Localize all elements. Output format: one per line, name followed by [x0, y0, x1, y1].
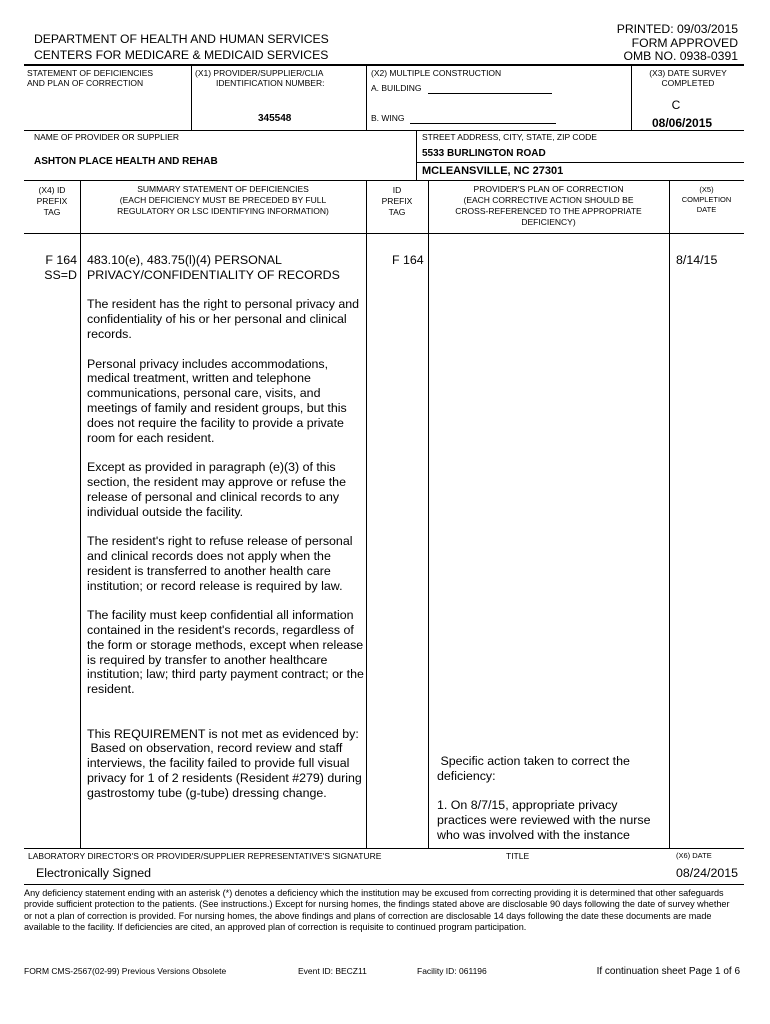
wing-blank — [410, 123, 556, 124]
signature-value: Electronically Signed — [36, 866, 152, 880]
col-divider-2 — [366, 180, 367, 848]
paragraph-3: Except as provided in paragraph (e)(3) of this section, the resident may approve or refuse the release of personal and clinical records to any individual outside the facility. — [87, 460, 346, 519]
id-header-1: ID — [392, 185, 402, 195]
building-label: A. BUILDING — [371, 83, 422, 93]
agency-line-1: DEPARTMENT OF HEALTH AND HUMAN SERVICES — [34, 32, 329, 46]
x1-label-2: IDENTIFICATION NUMBER: — [216, 78, 325, 88]
completion-date: 8/14/15 — [676, 253, 718, 267]
x5-header-2: COMPLETION — [681, 195, 732, 204]
provider-name-label: NAME OF PROVIDER OR SUPPLIER — [34, 132, 179, 142]
form-approved: FORM APPROVED — [631, 36, 738, 50]
plan-header-3: CROSS-REFERENCED TO THE APPROPRIATE — [455, 206, 642, 216]
city-state-zip: MCLEANSVILLE, NC 27301 — [422, 165, 564, 177]
x1-provider-number: 345548 — [258, 113, 292, 124]
x4-header-1: (X4) ID — [38, 185, 66, 195]
signature-label: LABORATORY DIRECTOR'S OR PROVIDER/SUPPLIER REPRESENTATIVE'S SIGNATURE — [28, 851, 382, 861]
signature-top-border — [24, 848, 744, 849]
signature-bottom-border — [24, 884, 744, 885]
x3-label-1: (X3) DATE SURVEY — [649, 68, 727, 78]
x6-date-label: (X6) DATE — [676, 851, 712, 860]
regulation-title-2: PRIVACY/CONFIDENTIALITY OF RECORDS — [87, 267, 340, 282]
agency-line-2: CENTERS FOR MEDICARE & MEDICAID SERVICES — [34, 48, 329, 62]
divider-x1 — [191, 64, 192, 130]
divider-address — [416, 130, 417, 180]
scope-severity: SS=D — [44, 268, 77, 282]
x5-header-3: DATE — [696, 205, 717, 214]
signature-date: 08/24/2015 — [676, 866, 739, 880]
summary-text — [87, 253, 365, 800]
row-divider-2 — [24, 180, 744, 181]
deficiency-tag: F 164 — [45, 253, 77, 267]
x4-header-2: PREFIX — [36, 196, 68, 206]
divider-x2 — [366, 64, 367, 130]
statement-label-2: AND PLAN OF CORRECTION — [27, 78, 144, 88]
facility-id: Facility ID: 061196 — [417, 966, 487, 976]
requirement-statement: This REQUIREMENT is not met as evidenced by: — [87, 726, 359, 741]
plan-heading: Specific action taken to correct the deficiency: — [437, 754, 634, 783]
title-label: TITLE — [506, 851, 530, 861]
provider-name: ASHTON PLACE HEALTH AND REHAB — [34, 156, 218, 167]
x3-label-2: COMPLETED — [661, 78, 715, 88]
statement-label-1: STATEMENT OF DEFICIENCIES — [27, 68, 154, 78]
plan-header-4: DEFICIENCY) — [521, 217, 576, 227]
finding-statement: Based on observation, record review and staff interviews, the facility failed to provide full visual privacy for 1 of 2 residents (Resident #279) during gastrostomy tube (g-tube) dressing change. — [87, 741, 366, 800]
regulation-title-1: 483.10(e), 483.75(l)(4) PERSONAL — [87, 253, 282, 267]
printed-date: PRINTED: 09/03/2015 — [616, 22, 738, 36]
disclaimer-text: Any deficiency statement ending with an asterisk (*) denotes a deficiency which the institution may be excused from correcting providing it is determined that other safeguards provide sufficient protection to the patients. (See instructions.) Except for nursing homes, the findings stated above are disclosable 90 days following the date of survey whether or not a plan of correction is provided. For nursing homes, the above findings and plans of correction are disclosable 14 days following the date these documents are made available to the facility. If deficiencies are cited, an approved plan of correction is requisite to continued program participation. — [24, 888, 730, 933]
building-blank — [428, 93, 552, 94]
x4-header-3: TAG — [43, 207, 61, 217]
col-divider-3 — [428, 180, 429, 848]
top-border — [24, 64, 744, 66]
plan-header-2: (EACH CORRECTIVE ACTION SHOULD BE — [463, 195, 634, 205]
paragraph-4: The resident's right to refuse release of personal and clinical records does not apply when the resident is transferred to another health care institution; or record release is required by law. — [87, 534, 353, 593]
x5-header-1: (X5) — [699, 185, 714, 194]
x3-survey-date: 08/06/2015 — [652, 116, 713, 130]
col-divider-4 — [669, 180, 670, 848]
row-divider-1 — [24, 130, 744, 131]
summary-header-1: SUMMARY STATEMENT OF DEFICIENCIES — [137, 184, 309, 194]
summary-header-3: REGULATORY OR LSC IDENTIFYING INFORMATION) — [117, 206, 329, 216]
x3-code: C — [671, 98, 681, 112]
paragraph-5: The facility must keep confidential all information contained in the resident's records, regardless of the form or storage methods, except when release is required by transfer to another healthcare institution; law; third party payment contract; or the resident. — [87, 608, 364, 697]
page-indicator: If continuation sheet Page 1 of 6 — [596, 966, 740, 977]
x1-label-1: (X1) PROVIDER/SUPPLIER/CLIA — [195, 68, 324, 78]
id-header-3: TAG — [388, 207, 406, 217]
street-address: 5533 BURLINGTON ROAD — [422, 148, 546, 159]
paragraph-1: The resident has the right to personal privacy and confidentiality of his or her personal and clinical records. — [87, 297, 360, 341]
address-label: STREET ADDRESS, CITY, STATE, ZIP CODE — [422, 132, 597, 142]
plan-header-1: PROVIDER'S PLAN OF CORRECTION — [473, 184, 624, 194]
event-id: Event ID: BECZ11 — [298, 966, 367, 976]
x2-label: (X2) MULTIPLE CONSTRUCTION — [371, 68, 502, 78]
omb-number: OMB NO. 0938-0391 — [623, 49, 738, 63]
paragraph-2: Personal privacy includes accommodations, medical treatment, written and telephone communications, personal care, visits, and meetings of family and resident groups, but this does not require the facility to provide a private room for each resident. — [87, 356, 347, 445]
column-header-divider — [24, 233, 744, 234]
plan-item-1: 1. On 8/7/15, appropriate privacy practices were reviewed with the nurse who was involved with the instance — [437, 798, 651, 842]
address-divider — [416, 162, 744, 163]
form-number: FORM CMS-2567(02-99) Previous Versions Obsolete — [24, 966, 227, 976]
id-header-2: PREFIX — [381, 196, 413, 206]
summary-header-2: (EACH DEFICIENCY MUST BE PRECEDED BY FULL — [119, 195, 327, 205]
wing-label: B. WING — [371, 113, 405, 123]
plan-id-tag: F 164 — [392, 253, 424, 267]
col-divider-1 — [80, 180, 81, 848]
